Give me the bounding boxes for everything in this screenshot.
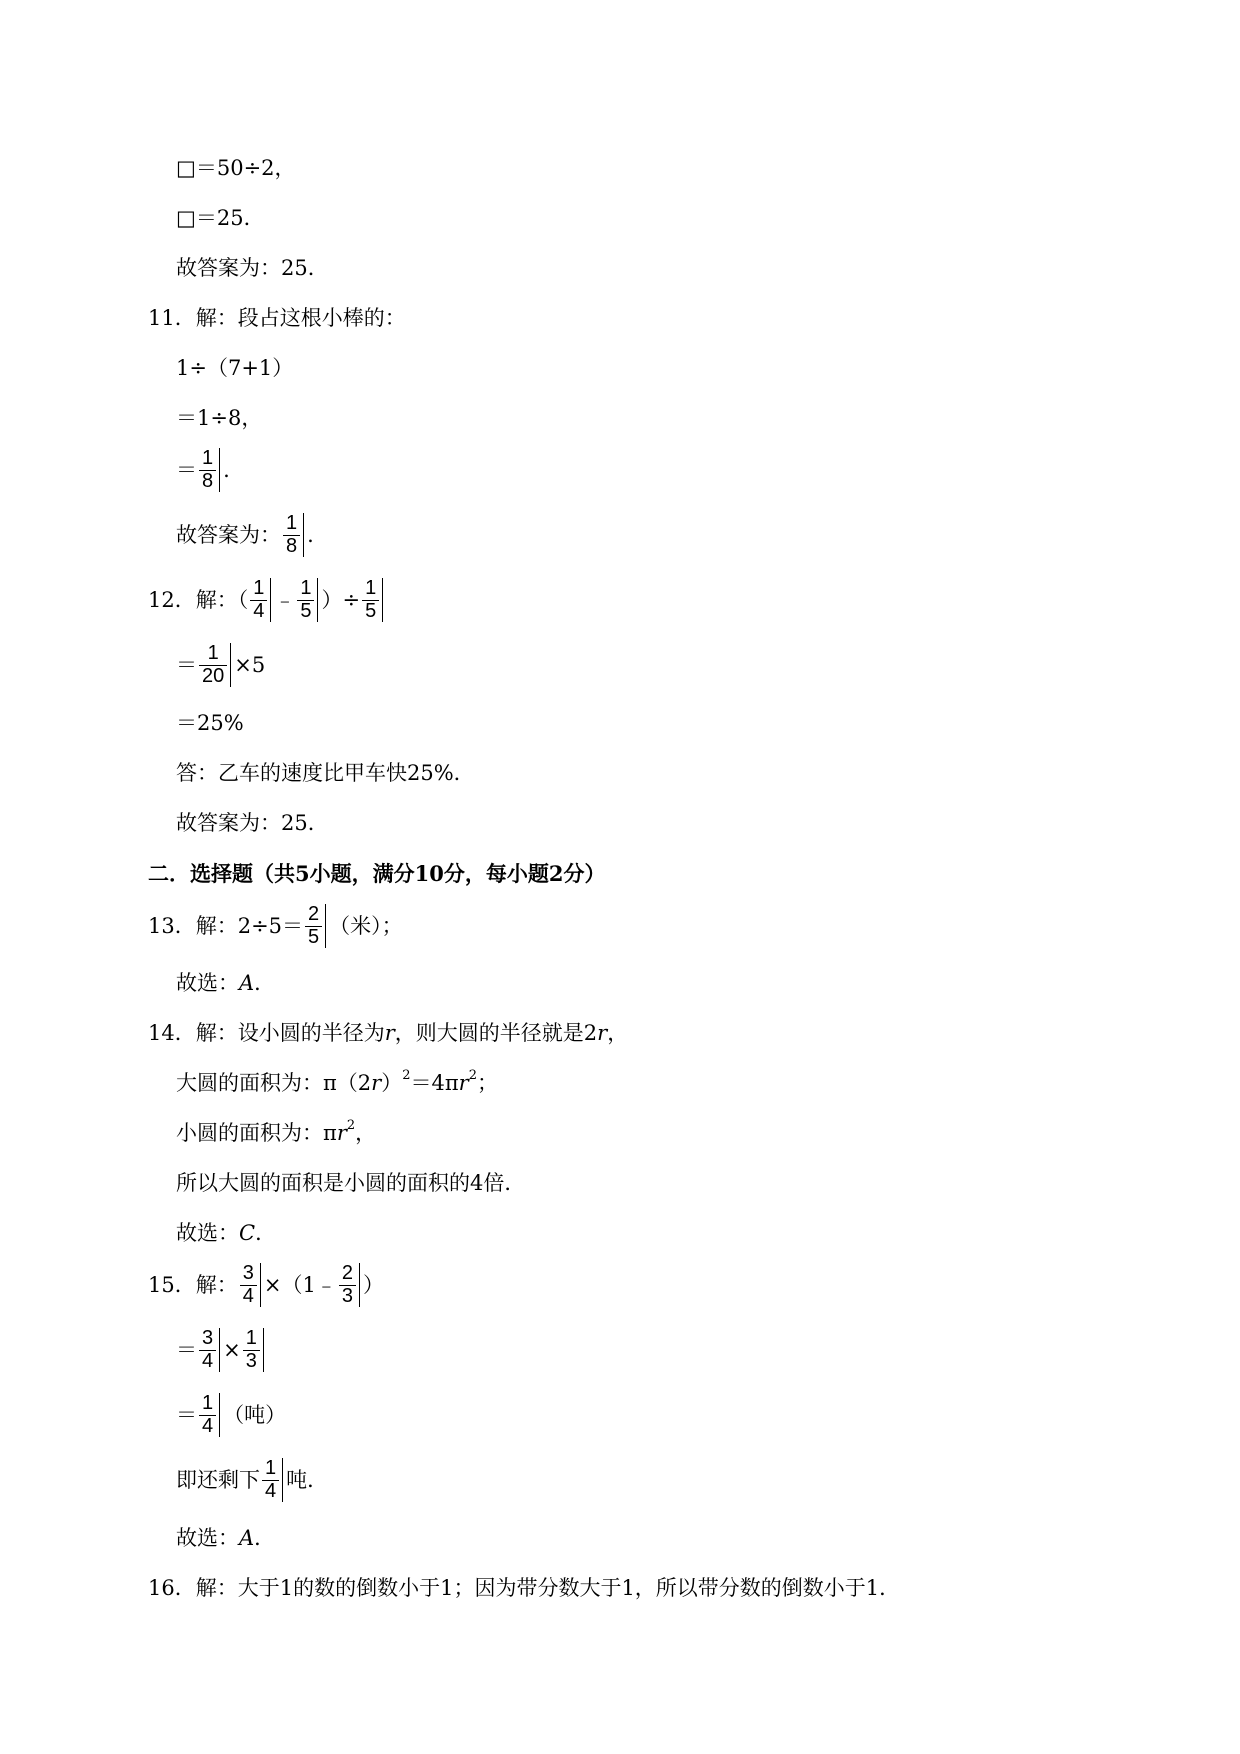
line-22: [148, 1263, 384, 1307]
line-text: 即还剩下: [176, 1467, 260, 1492]
line-text: 故选：: [176, 1221, 239, 1245]
line-text: 故答案为：: [176, 522, 281, 547]
line-text: ＝: [176, 1337, 197, 1362]
line-text: （吨）: [223, 1402, 287, 1427]
numerator: 2: [308, 903, 320, 925]
line-26: [176, 1528, 275, 1549]
line-text: 14．解：设小圆的半径为: [148, 1021, 385, 1045]
line-text: 故选：: [176, 1526, 239, 1550]
line-6: [176, 408, 262, 429]
fraction: [199, 1393, 220, 1437]
line-3: [176, 258, 329, 279]
denominator: 8: [283, 535, 300, 558]
variable: r: [458, 1071, 469, 1095]
line-12: [176, 763, 475, 784]
line-text: ）÷: [321, 587, 361, 612]
line-text: ，则大圆的半径就是2: [394, 1021, 598, 1045]
line-8: [176, 513, 314, 557]
line-7: [176, 448, 230, 492]
variable: r: [384, 1021, 395, 1045]
denominator: 4: [240, 1285, 257, 1308]
line-text: ×（1﹣: [263, 1272, 337, 1297]
fraction: [262, 1458, 283, 1502]
line-text: 大圆的面积为：π（2: [176, 1071, 372, 1095]
line-text: .: [307, 522, 314, 547]
line-text: ×5: [234, 652, 266, 677]
exponent: 2: [468, 1068, 477, 1083]
line-5: [176, 358, 293, 379]
line-text: 1÷（7+1）: [176, 356, 294, 380]
line-text: □＝25．: [176, 206, 265, 230]
denominator: 8: [199, 470, 216, 493]
line-16: [176, 973, 275, 994]
line-text: 15．解：: [148, 1272, 238, 1297]
numerator: 3: [242, 1262, 254, 1284]
line-text: 答：乙车的速度比甲车快25%．: [176, 761, 475, 785]
line-text: ，: [355, 1121, 377, 1145]
denominator: 5: [297, 600, 314, 623]
line-11: [176, 713, 244, 734]
line-text: ×: [223, 1337, 241, 1362]
fraction: [199, 448, 220, 492]
denominator: 20: [199, 665, 227, 688]
line-text: ）: [381, 1071, 403, 1095]
numerator: 1: [265, 1457, 277, 1479]
fraction: [283, 513, 304, 557]
line-text: 故答案为：25．: [176, 256, 329, 280]
denominator: 5: [305, 926, 322, 949]
denominator: 3: [339, 1285, 356, 1308]
numerator: 1: [365, 577, 377, 599]
line-text: 所以大圆的面积是小圆的面积的4倍．: [176, 1171, 526, 1195]
variable: r: [371, 1071, 382, 1095]
line-25: [176, 1458, 328, 1502]
line-10: [176, 643, 265, 687]
fraction: [250, 578, 271, 622]
line-24: [176, 1393, 286, 1437]
variable: A: [239, 1526, 255, 1550]
line-text: □＝50÷2，: [176, 156, 296, 180]
denominator: 4: [250, 600, 267, 623]
numerator: 1: [300, 577, 312, 599]
line-text: 16．解：大于1的数的倒数小于1；因为带分数大于1，所以带分数的倒数小于1．: [148, 1576, 901, 1600]
denominator: 3: [243, 1350, 260, 1373]
line-text: ；: [477, 1071, 498, 1095]
line-15: [148, 904, 403, 948]
denominator: 4: [262, 1480, 279, 1503]
line-text: （米）；: [329, 913, 403, 938]
line-text: .: [223, 457, 230, 482]
line-text: ＝25%: [176, 711, 244, 735]
fraction: [339, 1263, 360, 1307]
line-23: [176, 1328, 267, 1372]
exponent: 2: [402, 1068, 411, 1083]
numerator: 1: [207, 642, 219, 664]
line-text: 13．解：2÷5＝: [148, 913, 304, 938]
numerator: 1: [202, 447, 214, 469]
line-text: ＝: [176, 457, 197, 482]
line-text: 吨．: [286, 1467, 329, 1492]
line-text: 11．解：段占这根小棒的：: [148, 306, 406, 330]
variable: r: [336, 1121, 347, 1145]
line-text: 二．选择题（共5小题，满分10分，每小题2分）: [148, 861, 606, 886]
line-13: [176, 813, 329, 834]
line-text: 故答案为：25．: [176, 811, 329, 835]
line-1: [176, 158, 296, 179]
numerator: 1: [245, 1327, 257, 1349]
numerator: 1: [286, 512, 298, 534]
line-text: ．: [255, 1221, 277, 1245]
numerator: 1: [202, 1392, 214, 1414]
denominator: 4: [199, 1415, 216, 1438]
variable: C: [239, 1221, 256, 1245]
line-text: ＝: [176, 1402, 197, 1427]
exponent: 2: [346, 1118, 356, 1133]
line-text: 12．解：（: [148, 587, 249, 612]
fraction: [199, 643, 231, 687]
variable: r: [597, 1021, 608, 1045]
denominator: 4: [199, 1350, 216, 1373]
line-text: ，: [607, 1021, 629, 1045]
fraction: [243, 1328, 264, 1372]
line-9: [148, 578, 386, 622]
line-20: [176, 1173, 525, 1194]
line-text: ＝: [176, 652, 197, 677]
numerator: 3: [202, 1327, 214, 1349]
line-text: ．: [254, 971, 276, 995]
line-text: ＝4π: [410, 1071, 459, 1095]
denominator: 5: [362, 600, 379, 623]
fraction: [199, 1328, 220, 1372]
fraction: [297, 578, 318, 622]
numerator: 2: [341, 1262, 353, 1284]
fraction: [362, 578, 383, 622]
fraction: [240, 1263, 261, 1307]
line-text: ．: [254, 1526, 276, 1550]
line-text: 故选：: [176, 971, 239, 995]
fraction: [305, 904, 326, 948]
section-heading: [148, 863, 605, 884]
line-18: [176, 1068, 498, 1095]
line-text: 小圆的面积为：π: [176, 1121, 337, 1145]
line-21: [176, 1223, 276, 1244]
line-17: [148, 1023, 628, 1044]
line-27: [148, 1578, 900, 1599]
line-2: [176, 208, 265, 229]
line-text: ＝1÷8，: [176, 406, 263, 430]
line-text: ﹣: [274, 587, 296, 612]
line-4: [148, 308, 406, 329]
numerator: 1: [253, 577, 265, 599]
line-19: [176, 1118, 377, 1145]
variable: A: [239, 971, 255, 995]
line-text: ）: [362, 1272, 384, 1297]
